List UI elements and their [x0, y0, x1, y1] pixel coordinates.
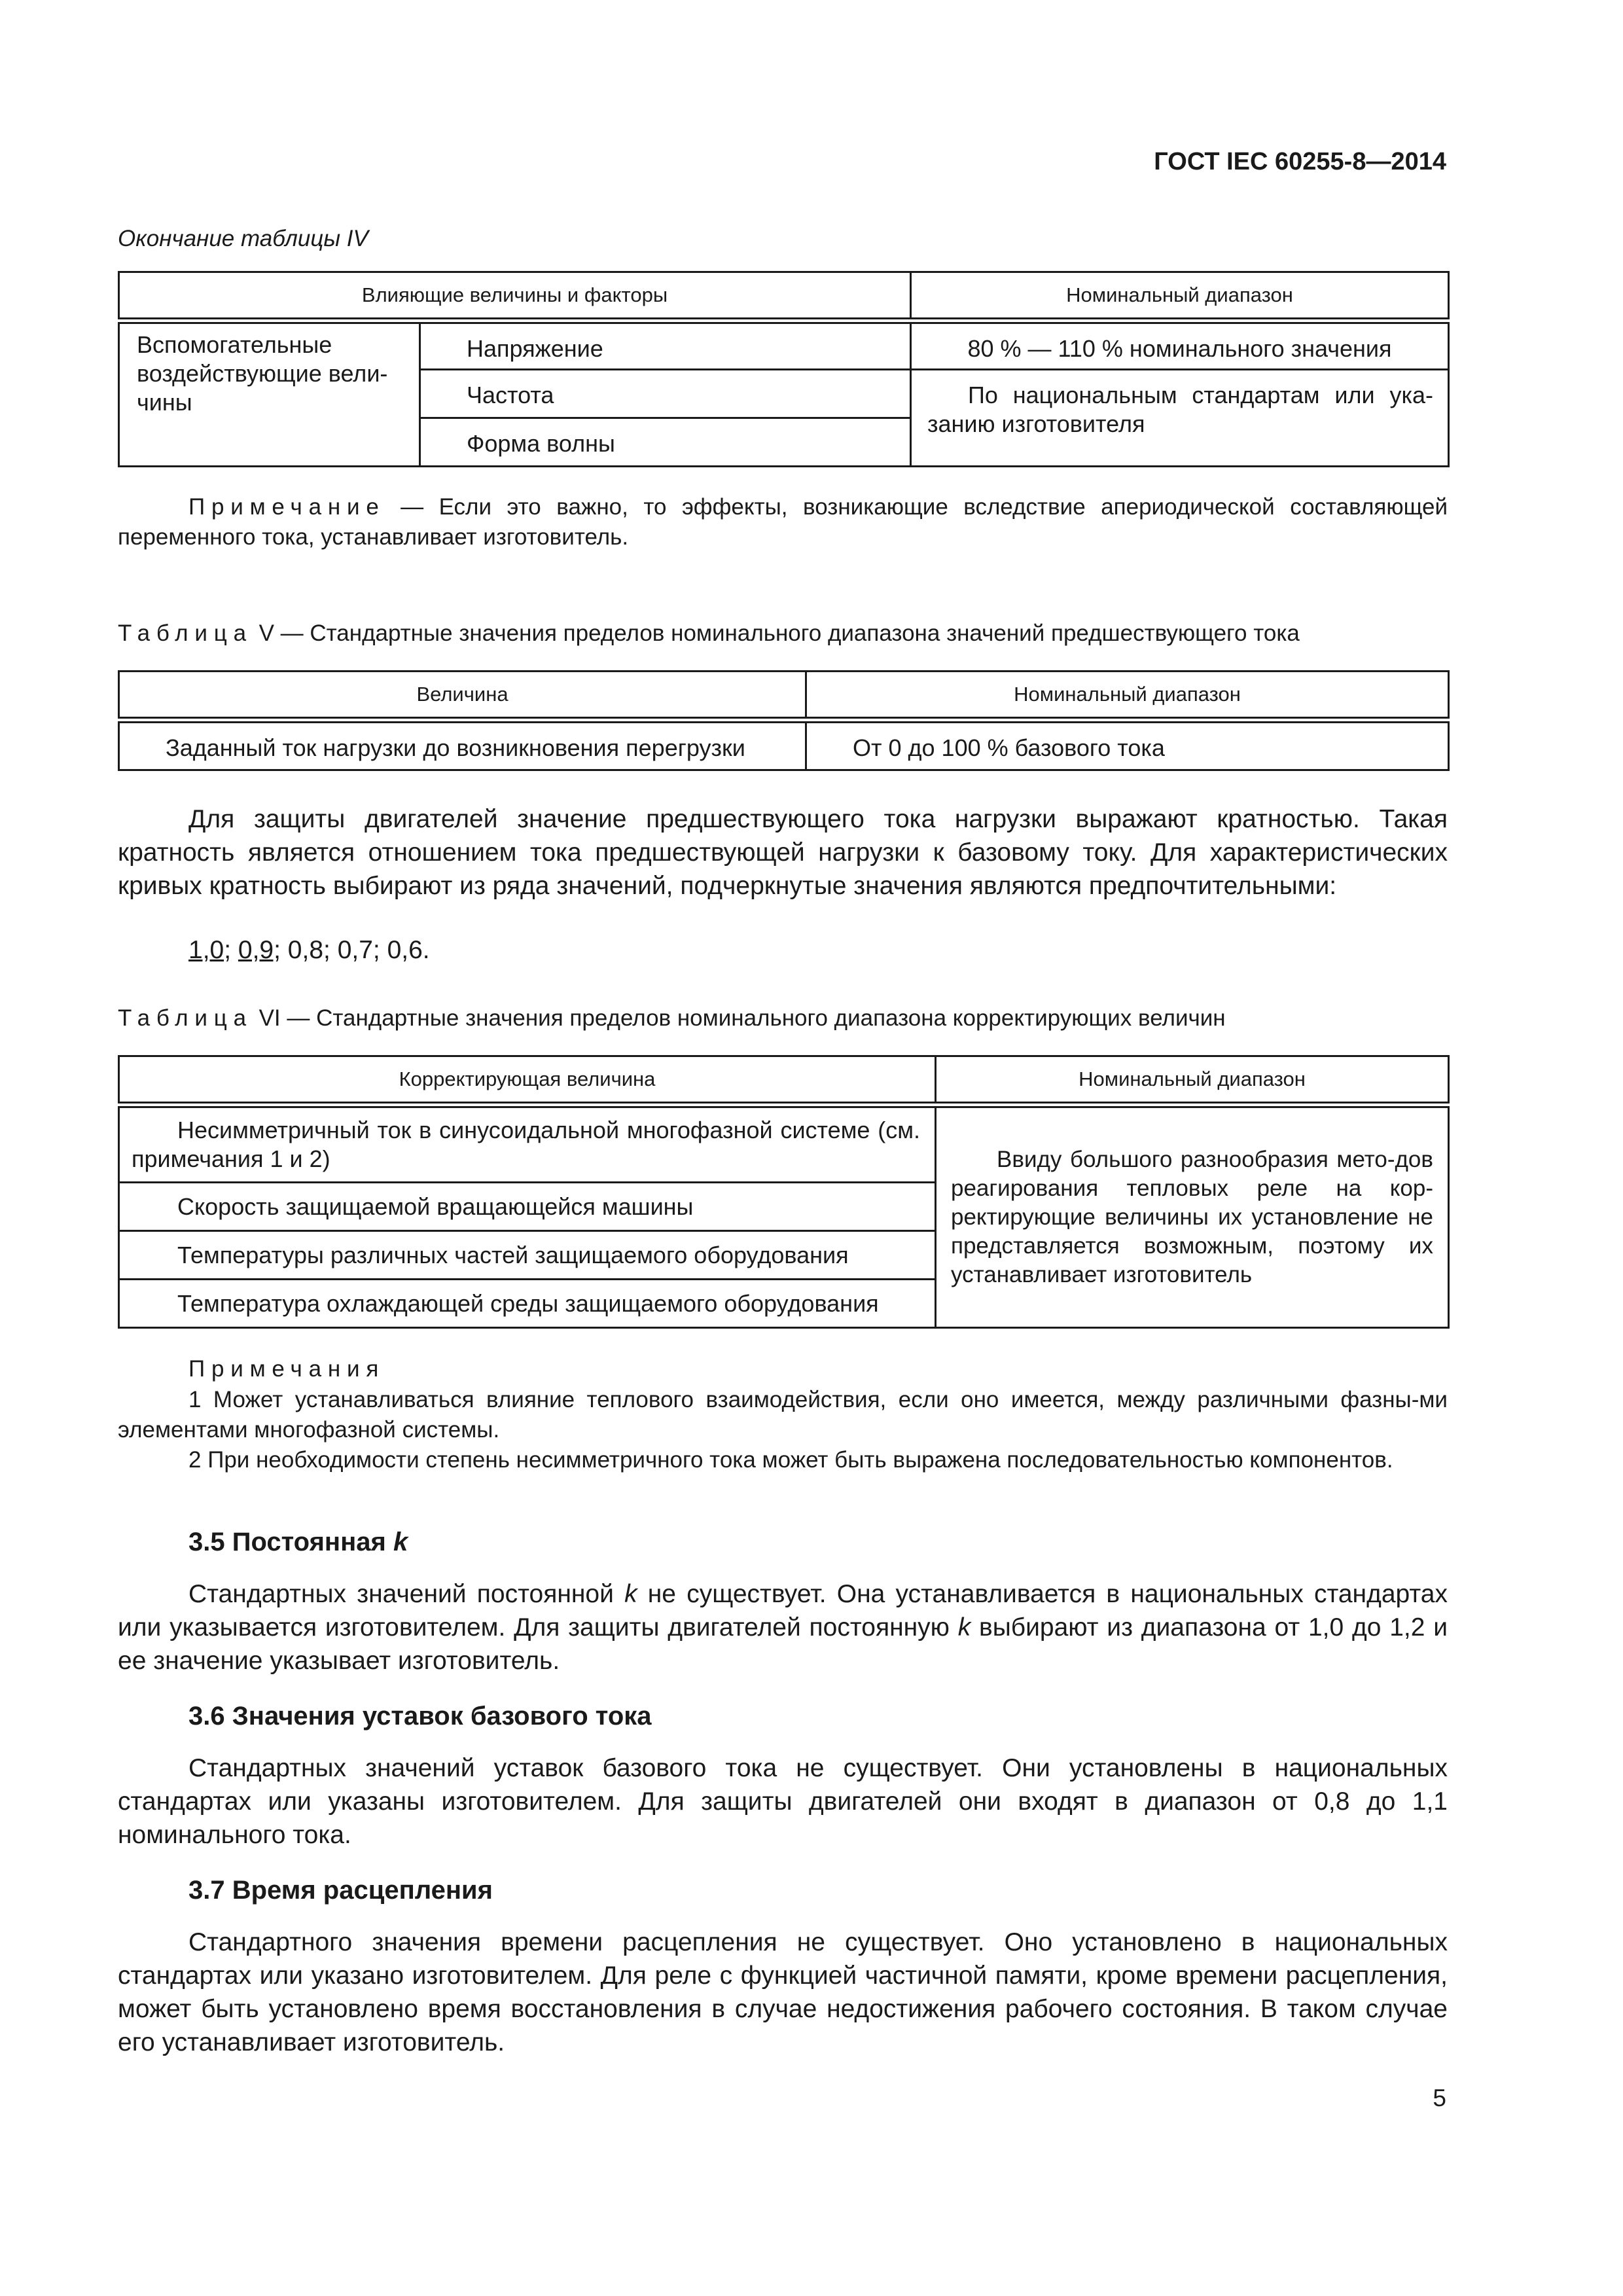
- preferred-value-1: 1,0;: [188, 936, 232, 964]
- table-iv-factor-frequency: Частота: [467, 381, 554, 408]
- table-iv: [118, 271, 1450, 467]
- table-v-quantity: Заданный ток нагрузки до возникновения перегрузки: [166, 734, 745, 761]
- table-vi-range-text: Ввиду большого разнообразия мето-дов реагирования тепловых реле на кор-ректирующие величины их установление не представляется возможным, поэтому их устанавливает изготовитель: [951, 1146, 1433, 1287]
- table-iv-factor-cell: [420, 418, 911, 466]
- table-v-title-text: V — Стандартные значения пределов номинального диапазона значений предшествующего тока: [252, 620, 1300, 646]
- table-v: [118, 670, 1450, 771]
- section-3-5-paragraph: [118, 1577, 1448, 1677]
- table-vi-row-coolant: Температура охлаждающей среды защищаемого оборудования: [177, 1289, 879, 1317]
- table-iv-header-range: Номинальный диапазон: [911, 272, 1449, 321]
- table-v-quantity-cell: [119, 720, 806, 770]
- table-iv-factor-cell: [420, 369, 911, 418]
- table-v-title: [118, 620, 1300, 647]
- section-3-5-heading: [188, 1528, 408, 1557]
- table-iv-range-cell: [911, 321, 1449, 369]
- table-vi-quantity-cell: [119, 1105, 936, 1182]
- note-item-1: 1 Может устанавливаться влияние теплового взаимодействия, если оно имеется, между различными фазны-ми элементами многофазной системы.: [118, 1387, 1448, 1443]
- table-iv-group-cell: [119, 321, 420, 466]
- table-continuation-caption: Окончание таблицы IV: [118, 226, 368, 251]
- table-vi-quantity-cell: [119, 1182, 936, 1230]
- table-vi-title: [118, 1005, 1226, 1031]
- notes-label-text: Примечания: [188, 1356, 385, 1382]
- table-v-range: От 0 до 100 % базового тока: [853, 734, 1165, 761]
- section-3-7-heading: 3.7 Время расцепления: [188, 1876, 493, 1905]
- section-3-5-text-a: Стандартных значений постоянной: [188, 1580, 625, 1608]
- table-v-header-quantity: Величина: [119, 672, 806, 721]
- preferred-value-2: 0,9;: [238, 936, 281, 964]
- section-3-5-text-c: выбирают из диапазона от 1,0 до 1,2 и ее значение указывает изготовитель.: [118, 1613, 1448, 1675]
- note-text: — Если это важно, то эффекты, возникающие вследствие апериодической составляющей переменного тока, устанавливает изготовитель.: [118, 494, 1448, 550]
- multiplicity-paragraph: Для защиты двигателей значение предшествующего тока нагрузки выражают кратностью. Такая кратность является отношением тока предшествующей нагрузки к базовому току. Для характеристических кривых кратность выбирают из ряда значений, подчеркнутые значения являются предпочтительными:: [118, 805, 1448, 900]
- section-3-6-paragraph: Стандартных значений уставок базового тока не существует. Они установлены в национальных стандартах или указаны изготовителем. Для защиты двигателей они входят в диапазон от 0,8 до 1,1 номинального тока.: [118, 1754, 1448, 1849]
- table-vi-row-temperatures: Температуры различных частей защищаемого оборудования: [177, 1241, 849, 1268]
- page-number: 5: [1433, 2085, 1446, 2111]
- table-iv-factor-waveform: Форма волны: [467, 429, 615, 457]
- table-vi-quantity-cell: [119, 1279, 936, 1327]
- section-3-5-k1: k: [624, 1580, 637, 1608]
- note-item-2: 2 При необходимости степень несимметричного тока может быть выражена последовательностью компонентов.: [188, 1447, 1393, 1473]
- table-vi-title-label: Таблица: [118, 1005, 253, 1031]
- table-iv-header-factors: Влияющие величины и факторы: [119, 272, 911, 321]
- section-3-5-heading-text: 3.5 Постоянная: [188, 1528, 393, 1556]
- table-iv-range-voltage: 80 % — 110 % номинального значения: [967, 335, 1392, 362]
- table-vi-quantity-cell: [119, 1230, 936, 1279]
- table-iv-factor-cell: [420, 321, 911, 369]
- table-vi-header-range: Номинальный диапазон: [936, 1056, 1449, 1105]
- table-iv-range-frequency: По национальным стандартам или ука-занию изготовителя: [927, 381, 1433, 437]
- note-aperiodic: [118, 492, 1448, 552]
- table-vi-row-speed: Скорость защищаемой вращающейся машины: [177, 1193, 694, 1220]
- section-3-5-k2: k: [957, 1613, 971, 1641]
- table-vi-title-text: VI — Стандартные значения пределов номинального диапазона корректирующих величин: [252, 1005, 1226, 1031]
- table-v-range-cell: [806, 720, 1449, 770]
- table-iv-range-cell: [911, 369, 1449, 466]
- table-iv-group-label: Вспомогательные воздействующие вели-чины: [137, 331, 388, 416]
- table-v-title-label: Таблица: [118, 620, 253, 646]
- table-vi-row-unbalanced: Несимметричный ток в синусоидальной многофазной системе (см. примечания 1 и 2): [132, 1117, 920, 1172]
- document-code: ГОСТ IEC 60255-8—2014: [1154, 148, 1446, 175]
- section-3-5-heading-k: k: [393, 1528, 408, 1556]
- table-vi-range-cell: [936, 1105, 1449, 1327]
- notes-label: [188, 1356, 385, 1382]
- section-3-7-paragraph: Стандартного значения времени расцепления не существует. Оно установлено в национальных стандартах или указано изготовителем. Для реле с функцией частичной памяти, кроме времени расцепления, может быть установлено время восстановления в случае недостижения рабочего состояния. В таком случае его устанавливает изготовитель.: [118, 1928, 1448, 2056]
- table-vi-header-quantity: Корректирующая величина: [119, 1056, 936, 1105]
- note-label: Примечание: [188, 494, 385, 520]
- table-vi: [118, 1055, 1450, 1329]
- table-v-header-range: Номинальный диапазон: [806, 672, 1449, 721]
- other-values: 0,8; 0,7; 0,6.: [280, 936, 430, 964]
- table-iv-factor-voltage: Напряжение: [467, 335, 603, 362]
- section-3-6-heading: 3.6 Значения уставок базового тока: [188, 1702, 652, 1731]
- section-3-5-text-b: не существует. Она устанавливается в национальных стандартах или указывается изготовителем. Для защиты двигателей постоянную: [118, 1580, 1448, 1641]
- multiplicity-values: [188, 936, 430, 965]
